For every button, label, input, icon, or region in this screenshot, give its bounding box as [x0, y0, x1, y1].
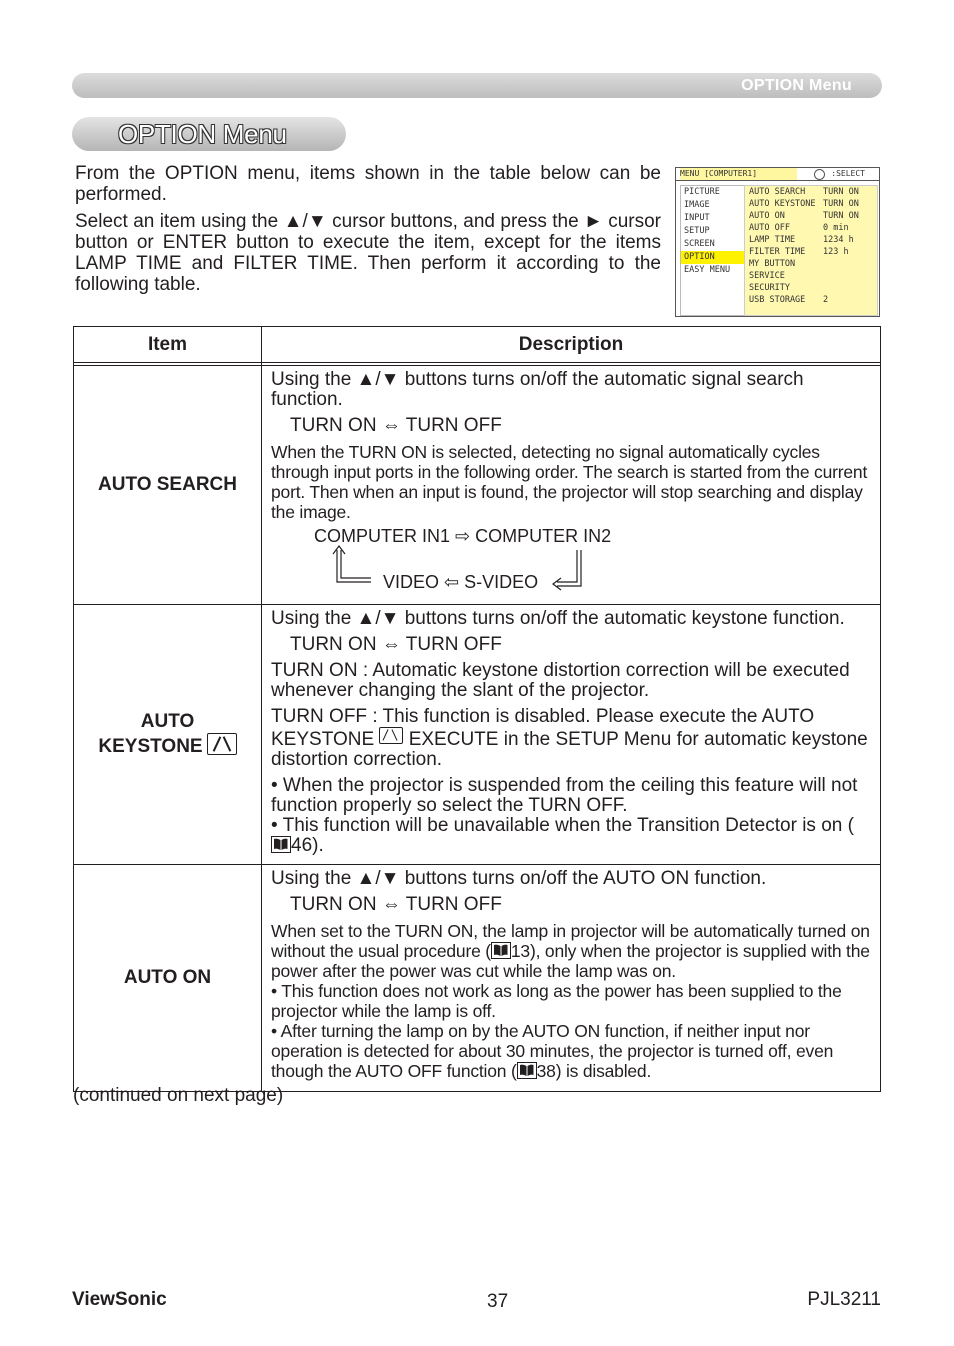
- osd-left-item: IMAGE: [684, 200, 710, 210]
- select-button-icon: [814, 169, 825, 180]
- auto-search-explanation: When the TURN ON is selected, detecting no signal automatically cycles through input ports in the following order. The search is started from the current port. Then when an input is found, the projector will stop searching and display the image.: [271, 442, 868, 522]
- item-auto-keystone-line1: AUTO: [140, 711, 195, 732]
- osd-option-list: [744, 185, 878, 316]
- auto-keystone-note-2: [271, 816, 872, 856]
- osd-option-name: AUTO SEARCH: [749, 187, 806, 197]
- auto-on-explanation: [271, 921, 872, 981]
- cycle-bottom-label: VIDEO ⇦ S-VIDEO: [383, 572, 539, 592]
- osd-option-row: [745, 246, 877, 258]
- osd-left-item: SCREEN: [684, 239, 715, 249]
- continued-note: (continued on next page): [73, 1085, 284, 1106]
- table-header-row: [74, 327, 881, 363]
- osd-header: [676, 168, 879, 181]
- osd-option-value: TURN ON: [823, 199, 859, 209]
- osd-option-row: [745, 294, 877, 306]
- osd-option-name: FILTER TIME: [749, 247, 806, 257]
- footer-page-number: 37: [487, 1291, 509, 1312]
- auto-search-line-1: Using the ▲/▼ buttons turns on/off the automatic signal search function.: [271, 369, 804, 410]
- book-reference-icon: [491, 942, 511, 959]
- intro-text: [75, 163, 661, 301]
- osd-left-menu: [680, 185, 745, 316]
- auto-on-page-ref-2: 38: [536, 1061, 556, 1081]
- keystone-icon: [207, 733, 237, 755]
- osd-select-label: :SELECT: [831, 169, 865, 178]
- keystone-icon: [379, 727, 403, 744]
- desc-auto-on: [262, 865, 881, 1092]
- osd-left-item: EASY MENU: [684, 265, 731, 275]
- table-row-auto-search: [74, 366, 881, 605]
- osd-option-row: [745, 198, 877, 210]
- osd-option-row: [745, 186, 877, 198]
- footer-brand: ViewSonic: [72, 1289, 167, 1310]
- section-label: OPTION Menu: [741, 77, 852, 94]
- input-cycle-diagram: [271, 522, 872, 600]
- auto-keystone-turn-off: [271, 707, 872, 770]
- intro-paragraph-2: Select an item using the ▲/▼ cursor buttons, and press the ► cursor button or ENTER button to execute the item, except for the items LAMP TIME and FILTER TIME. Then perform it according to the following table.: [75, 211, 661, 295]
- auto-keystone-line-1: Using the ▲/▼ buttons turns on/off the automatic keystone function.: [271, 608, 845, 629]
- item-auto-keystone-label: KEYSTONE: [98, 736, 203, 757]
- osd-option-name: USB STORAGE: [749, 295, 806, 305]
- auto-keystone-toggle: TURN ON ⇔ TURN OFF: [290, 634, 502, 655]
- auto-keystone-turn-off-b: EXECUTE in the SETUP Menu for automatic keystone distortion correction.: [271, 729, 868, 770]
- item-auto-on: AUTO ON: [74, 865, 262, 1092]
- table-row-auto-keystone: [74, 605, 881, 865]
- osd-option-name: AUTO KEYSTONE: [749, 199, 816, 209]
- osd-menu-label: MENU [COMPUTER1]: [680, 168, 797, 180]
- osd-option-row: [745, 270, 877, 282]
- auto-keystone-page-ref: 46: [291, 835, 313, 856]
- book-reference-icon: [517, 1062, 537, 1079]
- osd-option-name: AUTO ON: [749, 211, 785, 221]
- osd-option-row: [745, 222, 877, 234]
- auto-keystone-note-2b: ).: [312, 835, 324, 856]
- cycle-top-label: COMPUTER IN1 ⇨ COMPUTER IN2: [314, 526, 612, 546]
- osd-left-item: PICTURE: [684, 187, 720, 197]
- osd-option-row: [745, 210, 877, 222]
- osd-option-value: 123 h: [823, 247, 849, 257]
- osd-option-value: 0 min: [823, 223, 849, 233]
- auto-keystone-turn-off-a: TURN OFF : This function is disabled. Please execute the AUTO KEYSTONE: [271, 706, 815, 750]
- osd-option-name: LAMP TIME: [749, 235, 796, 245]
- osd-option-name: SECURITY: [749, 283, 790, 293]
- header-bar: [72, 73, 882, 98]
- osd-left-item: OPTION: [681, 251, 745, 264]
- auto-on-note-1: • This function does not work as long as the power has been supplied to the projector while the lamp is off.: [271, 981, 842, 1021]
- osd-option-row: [745, 282, 877, 294]
- table-row-auto-on: [74, 865, 881, 1092]
- osd-option-name: AUTO OFF: [749, 223, 790, 233]
- osd-option-row: [745, 234, 877, 246]
- auto-search-toggle: TURN ON ⇔ TURN OFF: [290, 415, 502, 436]
- item-auto-keystone: [74, 605, 262, 865]
- auto-on-explanation-a: When set to the TURN ON, the lamp in projector will be automatically turned on without the usual procedure (: [271, 921, 870, 961]
- book-reference-icon: [271, 836, 291, 853]
- osd-option-name: MY BUTTON: [749, 259, 796, 269]
- page-title: OPTION Menu: [118, 119, 287, 149]
- osd-left-item: INPUT: [684, 213, 710, 223]
- auto-on-note-2: [271, 1021, 872, 1081]
- title-pill: [72, 117, 346, 151]
- desc-auto-keystone: [262, 605, 881, 865]
- osd-menu-screenshot: [675, 167, 880, 317]
- auto-keystone-turn-on: TURN ON : Automatic keystone distortion correction will be executed whenever changing the slant of the projector.: [271, 660, 850, 701]
- footer-model: PJL3211: [807, 1289, 881, 1310]
- osd-option-value: 1234 h: [823, 235, 854, 245]
- option-table: [73, 326, 881, 1092]
- item-auto-keystone-line2: [75, 733, 260, 758]
- auto-keystone-note-1: • When the projector is suspended from the ceiling this feature will not function properly so select the TURN OFF.: [271, 775, 858, 816]
- intro-paragraph-1: From the OPTION menu, items shown in the table below can be performed.: [75, 163, 661, 205]
- auto-on-note-2a: • After turning the lamp on by the AUTO ON function, if neither input nor operation is detected for about 30 minutes, the projector is turned off, even though the AUTO OFF function (: [271, 1021, 834, 1081]
- auto-on-line-1: Using the ▲/▼ buttons turns on/off the AUTO ON function.: [271, 868, 767, 889]
- auto-on-page-ref-1: 13: [510, 941, 530, 961]
- auto-on-explanation-b: ), only when the projector is supplied with the power after the power was cut while the lamp was on.: [271, 941, 870, 981]
- osd-option-name: SERVICE: [749, 271, 785, 281]
- osd-option-value: 2: [823, 295, 829, 305]
- osd-option-value: TURN ON: [823, 187, 859, 197]
- desc-auto-search: [262, 366, 881, 605]
- auto-on-toggle: TURN ON ⇔ TURN OFF: [290, 894, 502, 915]
- auto-keystone-note-2a: • This function will be unavailable when the Transition Detector is on (: [271, 815, 854, 836]
- auto-on-note-2b: ) is disabled.: [555, 1061, 652, 1081]
- osd-option-value: TURN ON: [823, 211, 859, 221]
- osd-left-item: SETUP: [684, 226, 710, 236]
- osd-option-row: [745, 258, 877, 270]
- item-auto-search: AUTO SEARCH: [74, 366, 262, 605]
- col-description-header: Description: [262, 327, 881, 363]
- col-item-header: Item: [74, 327, 262, 363]
